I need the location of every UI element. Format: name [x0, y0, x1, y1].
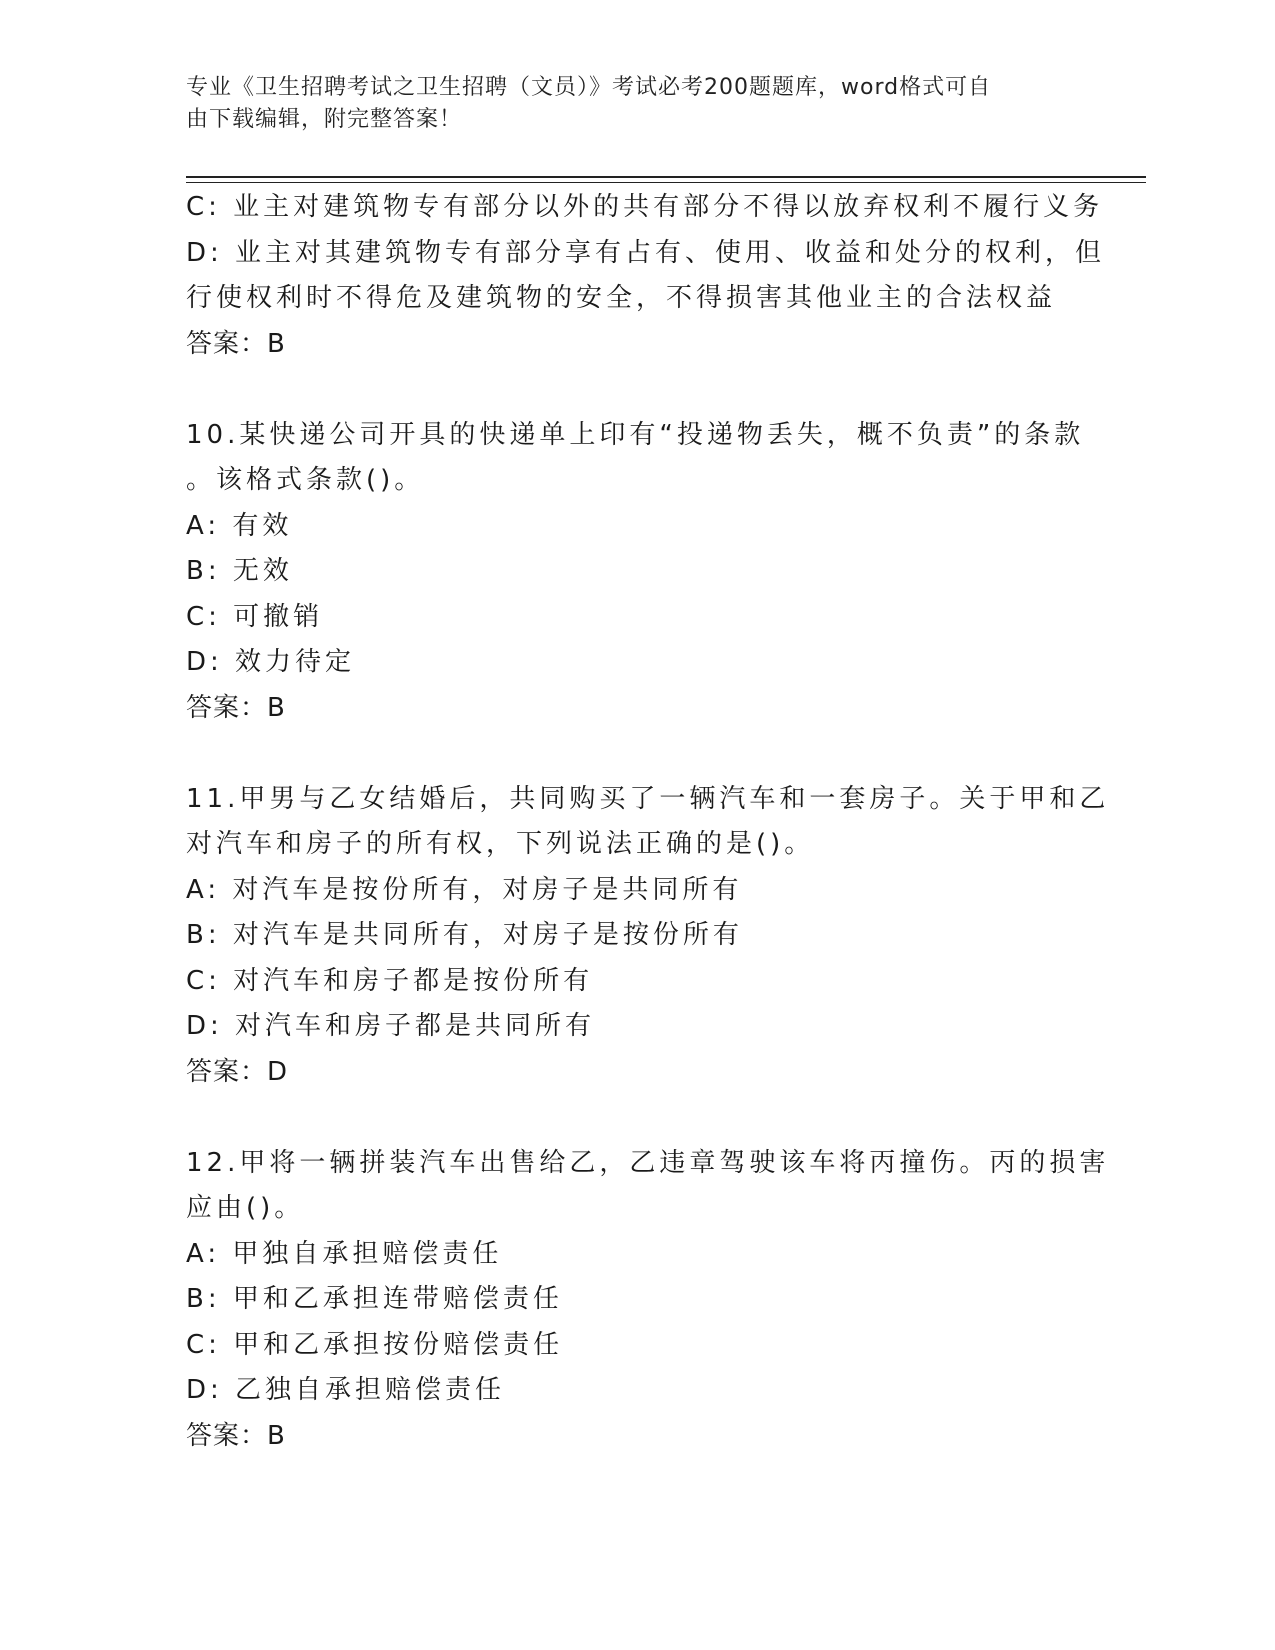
answer: 答案：D	[186, 1056, 289, 1087]
option-d: D: 乙独自承担赔偿责任	[186, 1375, 506, 1405]
document-body	[186, 185, 1110, 1459]
question-10	[186, 413, 1085, 732]
continued-question	[186, 185, 1106, 367]
answer: 答案：B	[186, 692, 286, 723]
question-stem: 11.甲男与乙女结婚后，共同购买了一辆汽车和一套房子。关于甲和乙	[186, 783, 1110, 814]
option-b: B: 甲和乙承担连带赔偿责任	[186, 1284, 563, 1314]
option-d: D: 效力待定	[186, 647, 356, 677]
option-b: B: 对汽车是共同所有，对房子是按份所有	[186, 920, 743, 950]
option-a: A: 甲独自承担赔偿责任	[186, 1238, 503, 1269]
question-stem-continued: 对汽车和房子的所有权，下列说法正确的是()。	[186, 829, 815, 859]
answer: 答案：B	[186, 1420, 286, 1451]
question-11	[186, 777, 1110, 1096]
option-a: A: 对汽车是按份所有，对房子是共同所有	[186, 874, 743, 905]
option-c: C: 可撤销	[186, 601, 324, 632]
spacer	[186, 731, 1066, 777]
header-divider-thin	[186, 182, 1146, 183]
header-line-2: 由下载编辑，附完整答案！	[186, 107, 463, 132]
option-d-continued: 行使权利时不得危及建筑物的安全，不得损害其他业主的合法权益	[186, 283, 1057, 313]
option-c: C: 业主对建筑物专有部分以外的共有部分不得以放弃权利不履行义务	[186, 192, 1104, 222]
option-d: D: 对汽车和房子都是共同所有	[186, 1011, 596, 1041]
question-stem-continued: 。该格式条款()。	[186, 465, 425, 495]
answer: 答案：B	[186, 328, 286, 359]
spacer	[186, 1095, 1066, 1141]
question-stem: 12.甲将一辆拼装汽车出售给乙，乙违章驾驶该车将丙撞伤。丙的损害	[186, 1147, 1110, 1178]
option-c: C: 甲和乙承担按份赔偿责任	[186, 1329, 564, 1360]
option-b: B: 无效	[186, 556, 293, 586]
spacer	[186, 367, 1066, 413]
option-a: A: 有效	[186, 510, 293, 541]
header-divider-thick	[186, 176, 1146, 178]
document-header	[186, 72, 1066, 136]
question-stem: 10.某快递公司开具的快递单上印有“投递物丢失，概不负责”的条款	[186, 419, 1085, 450]
header-line-1: 专业《卫生招聘考试之卫生招聘（文员）》考试必考200题题库，word格式可自	[186, 75, 992, 100]
option-d: D: 业主对其建筑物专有部分享有占有、使用、收益和处分的权利，但	[186, 237, 1106, 268]
option-c: C: 对汽车和房子都是按份所有	[186, 965, 594, 996]
question-12	[186, 1141, 1110, 1460]
question-stem-continued: 应由()。	[186, 1193, 305, 1223]
